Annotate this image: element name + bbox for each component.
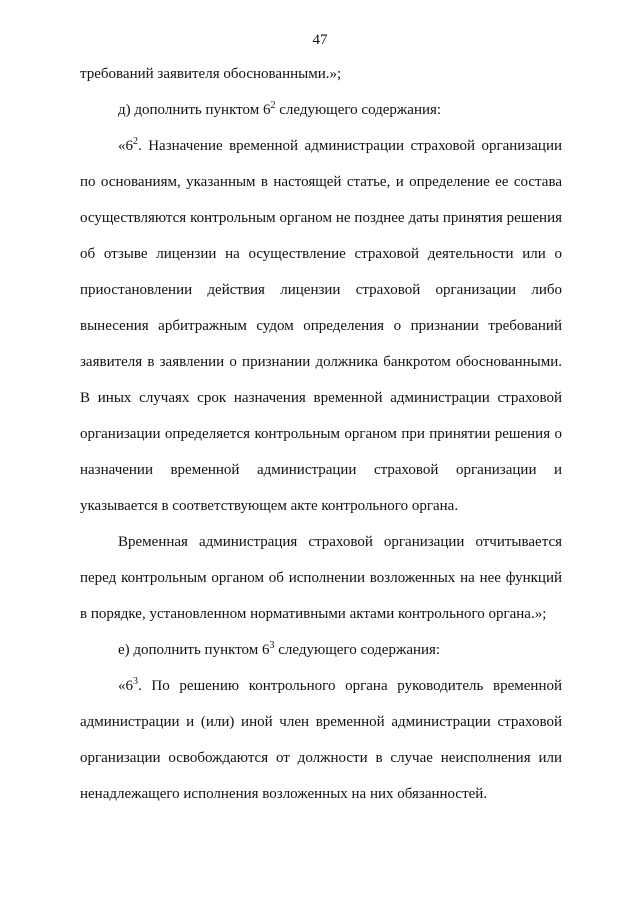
text-line: в порядке, установленном нормативными актами контрольного органа.»; — [80, 606, 547, 622]
text-line: назначении временной администрации страховой организации и — [80, 462, 562, 478]
text-line: ненадлежащего исполнения возложенных на них обязанностей. — [80, 786, 488, 802]
text-line: организации освобождаются от должности в случае неисполнения или — [80, 750, 562, 766]
text-line: администрации и (или) иной член временной администрации страховой — [80, 714, 562, 730]
text-line: требований заявителя обоснованными.»; — [80, 66, 342, 82]
text-line: осуществляются контрольным органом не позднее даты принятия решения — [80, 210, 562, 226]
text-line: об отзыве лицензии на осуществление страховой деятельности или о — [80, 246, 562, 262]
text-line: заявителя в заявлении о признании должника банкротом обоснованными. — [80, 354, 562, 370]
text-line: Временная администрация страховой организации отчитывается — [118, 534, 562, 550]
text-line: по основаниям, указанным в настоящей статье, и определение ее состава — [80, 174, 562, 190]
page-number: 47 — [312, 32, 328, 48]
text-line: приостановлении действия лицензии страховой организации либо — [80, 282, 562, 298]
text-line: д) дополнить пунктом $6^2$ следующего содержания: — [118, 100, 442, 118]
text-line: перед контрольным органом об исполнении возложенных на нее функций — [80, 570, 562, 586]
text-line: В иных случаях срок назначения временной администрации страховой — [80, 390, 562, 406]
text-line: организации определяется контрольным органом при принятии решения о — [80, 426, 562, 442]
text-line: указывается в соответствующем акте контрольного органа. — [80, 498, 459, 514]
text-line: «$6^3$. По решению контрольного органа руководитель временной — [118, 676, 562, 694]
text-line: е) дополнить пунктом $6^3$ следующего содержания: — [118, 640, 441, 658]
text-line: «$6^2$. Назначение временной администрации страховой организации — [118, 136, 562, 154]
text-line: вынесения арбитражным судом определения о признании требований — [80, 318, 562, 334]
